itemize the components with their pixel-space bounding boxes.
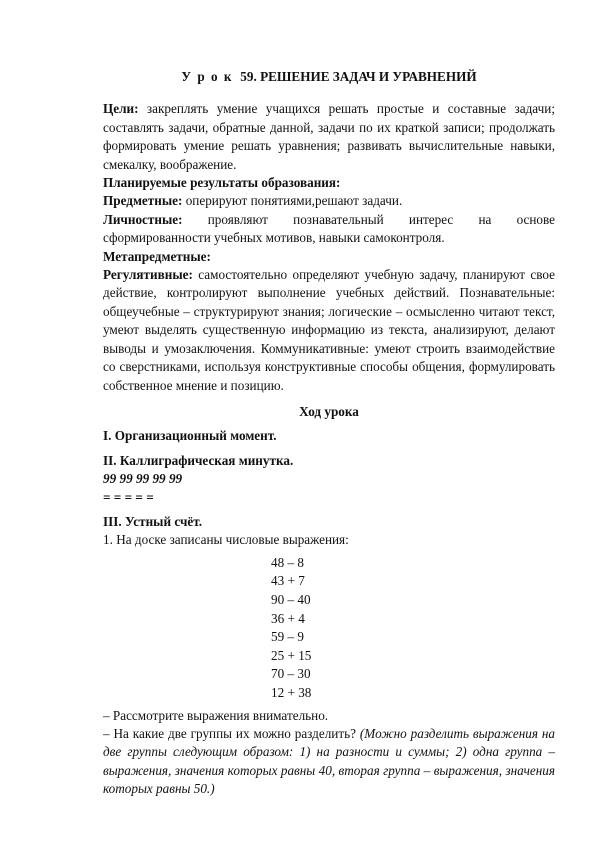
section-calligraphy: II. Каллиграфическая минутка. xyxy=(103,452,294,468)
question-paragraph xyxy=(103,725,555,799)
question-text: – На какие две группы их можно разделить? xyxy=(103,725,356,741)
page-title xyxy=(103,68,555,86)
goals-paragraph xyxy=(103,100,555,174)
planned-heading: Планируемые результаты образования: xyxy=(103,175,341,191)
expression-item: 59 – 9 xyxy=(271,629,304,645)
expression-item: 43 + 7 xyxy=(271,573,305,589)
personal-results xyxy=(103,211,555,248)
personal-text: проявляют познавательный интерес на основе сформированности учебных мотивов, навыки самоконтроля. xyxy=(103,211,555,246)
section-organizational: I. Организационный момент. xyxy=(103,428,277,444)
course-heading: Ход урока xyxy=(299,403,359,419)
regulatory-label: Регулятивные: xyxy=(103,267,193,283)
regulatory-text: самостоятельно определяют учебную задачу, планируют свое действие, контролируют выполнение учебных действий. Познавательные: общеучебные – структурируют знания; логические – осмысленно читают текст, умеют выделять существенную информацию из текста, анализируют, делают выводы и умозаключения. Коммуникативные: умеют строить взаимодействие со сверстниками, используя конструктивные способы общения, формулировать собственное мнение и позицию. xyxy=(103,267,555,393)
expression-item: 90 – 40 xyxy=(271,591,311,607)
expression-item: 25 + 15 xyxy=(271,647,312,663)
expression-item: 36 + 4 xyxy=(271,610,305,626)
expression-item: 70 – 30 xyxy=(271,666,311,682)
goals-text: закреплять умение учащихся решать простые и составные задачи; составлять задачи, обратные данной, задачи по их краткой записи; продолжать формировать умение решать уравнения; развивать вычислительные навыки, смекалку, воображение. xyxy=(103,101,555,172)
goals-label: Цели: xyxy=(103,101,139,117)
question-answer: (Можно разделить выражения на две группы следующим образом: 1) на разности и суммы; 2) одна группа – выражения, значения которых равны 40, вторая группа – выражения, значения которых равны 50.) xyxy=(103,725,556,797)
subject-results xyxy=(103,192,555,210)
meta-heading: Метапредметные: xyxy=(103,248,211,264)
expression-item: 12 + 38 xyxy=(271,684,312,700)
expression-list xyxy=(103,554,555,703)
subject-text: оперируют понятиями,решают задачи. xyxy=(182,193,403,209)
regulatory-results xyxy=(103,266,555,395)
instruction: – Рассмотрите выражения внимательно. xyxy=(103,707,329,723)
section-mental-count: III. Устный счёт. xyxy=(103,513,203,529)
task-intro: 1. На доске записаны числовые выражения: xyxy=(103,532,349,548)
document-page xyxy=(103,68,555,799)
lesson-title: 59. РЕШЕНИЕ ЗАДАЧ И УРАВНЕНИЙ xyxy=(240,69,477,84)
expression-item: 48 – 8 xyxy=(271,554,304,570)
calligraphy-line-1: 99 99 99 99 99 xyxy=(103,471,183,487)
personal-label: Личностные: xyxy=(103,211,183,227)
subject-label: Предметные: xyxy=(103,193,183,209)
lesson-label: У р о к xyxy=(181,69,233,84)
calligraphy-line-2: = = = = = xyxy=(103,489,154,505)
